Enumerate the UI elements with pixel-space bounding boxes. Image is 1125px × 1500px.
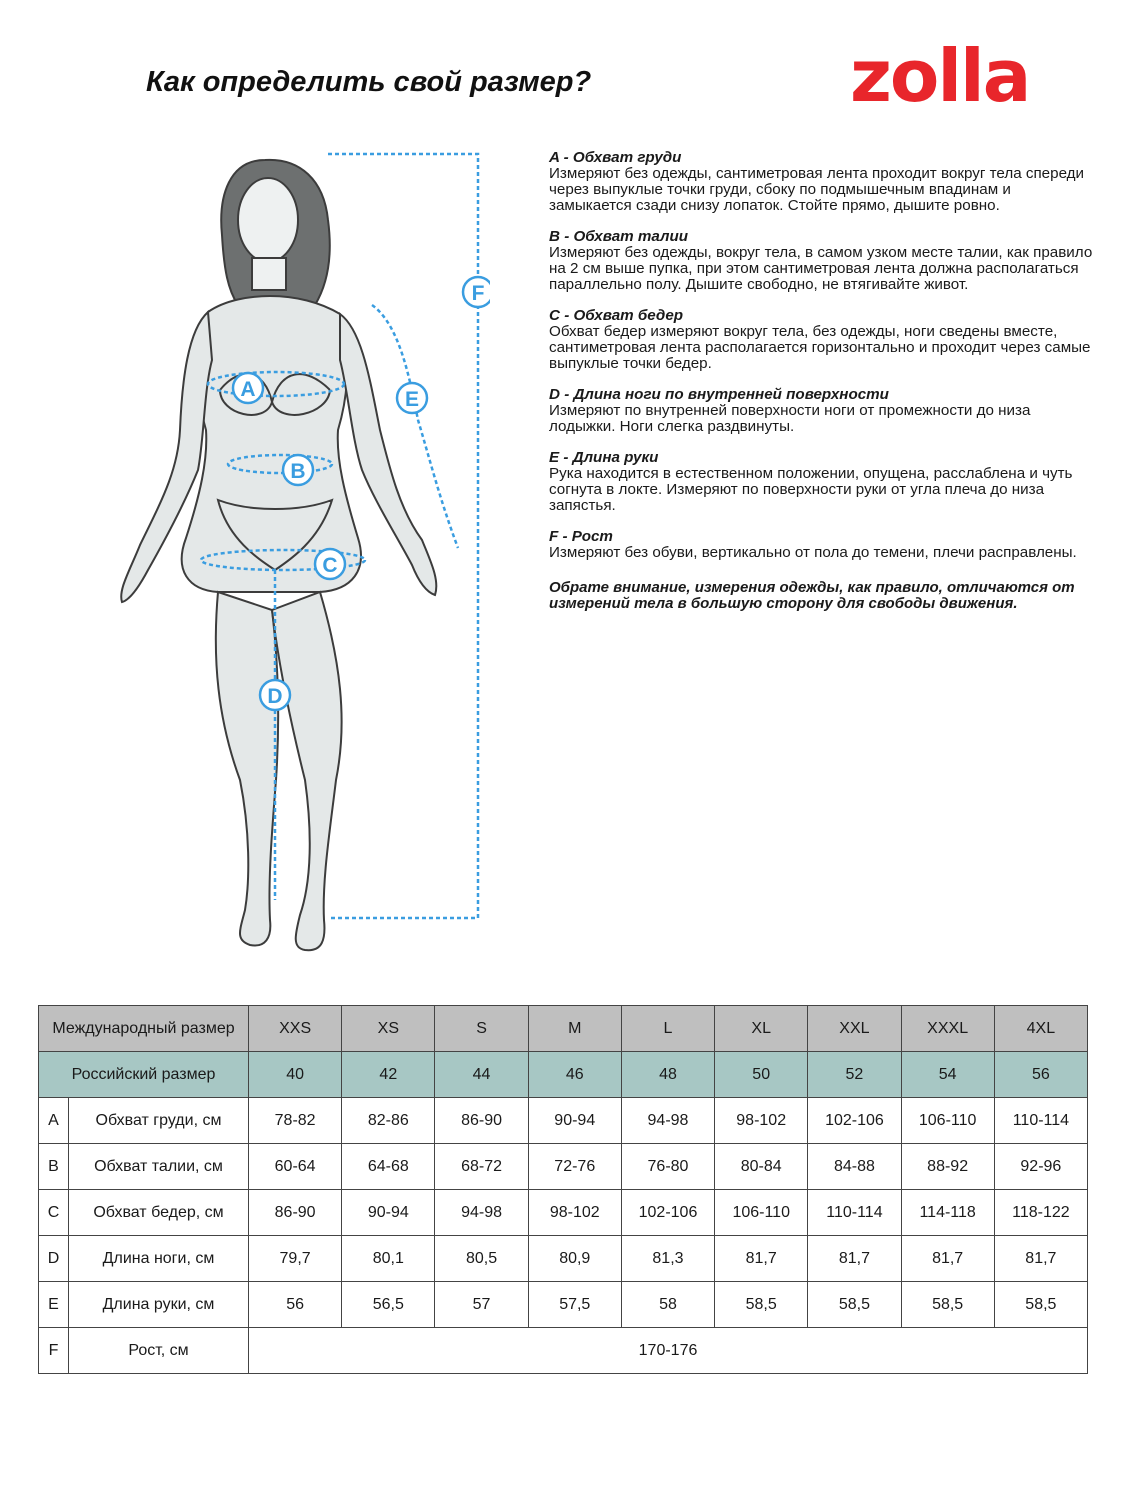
intl-size-label: Международный размер — [39, 1006, 249, 1052]
table-cell: 106-110 — [901, 1098, 994, 1144]
international-size-row — [39, 1006, 1088, 1052]
table-row — [39, 1282, 1088, 1328]
table-cell: 82-86 — [342, 1098, 435, 1144]
table-cell: 94-98 — [435, 1190, 528, 1236]
label-c: C — [322, 554, 338, 577]
rus-size-cell: 42 — [342, 1052, 435, 1098]
intl-size-cell: XXXL — [901, 1006, 994, 1052]
table-cell: 58,5 — [715, 1282, 808, 1328]
desc-c — [549, 308, 1094, 372]
page-title: Как определить свой размер? — [146, 66, 592, 98]
fit-note: Обрате внимание, измерения одежды, как правило, отличаются от измерений тела в большую сторону для свободы движения. — [549, 579, 1075, 612]
desc-e — [549, 450, 1094, 514]
table-cell: 80-84 — [715, 1144, 808, 1190]
intl-size-cell: L — [621, 1006, 714, 1052]
intl-size-cell: S — [435, 1006, 528, 1052]
table-cell: 90-94 — [342, 1190, 435, 1236]
table-cell: 90-94 — [528, 1098, 621, 1144]
row-letter: E — [39, 1282, 69, 1328]
desc-heading: F - Рост — [549, 528, 613, 545]
size-chart-table — [38, 1005, 1088, 1374]
intl-size-cell: XXL — [808, 1006, 901, 1052]
intl-size-cell: M — [528, 1006, 621, 1052]
table-cell: 86-90 — [249, 1190, 342, 1236]
label-e: E — [404, 388, 420, 411]
desc-heading: C - Обхват бедер — [549, 307, 684, 324]
table-cell: 58 — [621, 1282, 714, 1328]
table-cell: 58,5 — [994, 1282, 1087, 1328]
rus-size-cell: 50 — [715, 1052, 808, 1098]
table-cell: 60-64 — [249, 1144, 342, 1190]
row-label: Обхват талии, см — [69, 1144, 249, 1190]
table-cell: 81,7 — [715, 1236, 808, 1282]
desc-body: Измеряют без обуви, вертикально от пола до темени, плечи расправлены. — [549, 544, 1077, 561]
row-letter: A — [39, 1098, 69, 1144]
label-f: F — [471, 282, 485, 305]
table-cell: 57 — [435, 1282, 528, 1328]
table-row — [39, 1144, 1088, 1190]
label-d: D — [267, 685, 283, 708]
table-cell: 78-82 — [249, 1098, 342, 1144]
table-cell: 102-106 — [808, 1098, 901, 1144]
table-cell: 80,9 — [528, 1236, 621, 1282]
table-cell: 72-76 — [528, 1144, 621, 1190]
rus-size-cell: 48 — [621, 1052, 714, 1098]
row-letter: C — [39, 1190, 69, 1236]
table-cell: 56 — [249, 1282, 342, 1328]
desc-f — [549, 529, 1094, 561]
table-row — [39, 1236, 1088, 1282]
table-cell: 68-72 — [435, 1144, 528, 1190]
table-cell: 76-80 — [621, 1144, 714, 1190]
table-cell: 98-102 — [528, 1190, 621, 1236]
table-cell: 81,7 — [808, 1236, 901, 1282]
table-cell: 110-114 — [994, 1098, 1087, 1144]
russian-size-row — [39, 1052, 1088, 1098]
table-cell: 80,1 — [342, 1236, 435, 1282]
table-cell: 86-90 — [435, 1098, 528, 1144]
table-cell: 118-122 — [994, 1190, 1087, 1236]
measurement-descriptions — [549, 150, 1094, 612]
zolla-logo: zolla — [850, 34, 1030, 118]
table-cell: 81,3 — [621, 1236, 714, 1282]
row-letter: B — [39, 1144, 69, 1190]
rus-size-cell: 40 — [249, 1052, 342, 1098]
intl-size-cell: XL — [715, 1006, 808, 1052]
desc-heading: D - Длина ноги по внутренней поверхности — [549, 386, 889, 403]
table-cell: 57,5 — [528, 1282, 621, 1328]
table-cell: 110-114 — [808, 1190, 901, 1236]
table-cell: 94-98 — [621, 1098, 714, 1144]
label-a: A — [240, 378, 256, 401]
rus-size-cell: 44 — [435, 1052, 528, 1098]
row-label: Обхват груди, см — [69, 1098, 249, 1144]
table-cell: 114-118 — [901, 1190, 994, 1236]
desc-body: Измеряют без одежды, вокруг тела, в самом узком месте талии, как правило на 2 см выше пупка, при этом сантиметровая лента должна располагаться параллельно полу. Дышите свободно, не втягивайте живот. — [549, 244, 1093, 293]
row-label: Длина руки, см — [69, 1282, 249, 1328]
table-cell: 79,7 — [249, 1236, 342, 1282]
table-cell: 56,5 — [342, 1282, 435, 1328]
rus-size-label: Российский размер — [39, 1052, 249, 1098]
rus-size-cell: 54 — [901, 1052, 994, 1098]
table-cell: 58,5 — [901, 1282, 994, 1328]
row-label: Рост, см — [69, 1328, 249, 1374]
table-cell: 92-96 — [994, 1144, 1087, 1190]
table-cell: 84-88 — [808, 1144, 901, 1190]
table-cell: 98-102 — [715, 1098, 808, 1144]
desc-a — [549, 150, 1094, 214]
table-cell: 81,7 — [994, 1236, 1087, 1282]
body-figure-illustration — [100, 140, 490, 970]
table-cell: 81,7 — [901, 1236, 994, 1282]
table-row — [39, 1190, 1088, 1236]
table-cell: 106-110 — [715, 1190, 808, 1236]
intl-size-cell: XS — [342, 1006, 435, 1052]
table-cell: 102-106 — [621, 1190, 714, 1236]
desc-b — [549, 229, 1094, 293]
desc-body: Измеряют по внутренней поверхности ноги от промежности до низа лодыжки. Ноги слегка раздвинуты. — [549, 402, 1031, 435]
row-label: Длина ноги, см — [69, 1236, 249, 1282]
desc-d — [549, 387, 1094, 435]
table-cell: 64-68 — [342, 1144, 435, 1190]
table-row — [39, 1098, 1088, 1144]
rus-size-cell: 46 — [528, 1052, 621, 1098]
desc-heading: E - Длина руки — [549, 449, 659, 466]
desc-heading: B - Обхват талии — [549, 228, 689, 245]
intl-size-cell: XXS — [249, 1006, 342, 1052]
intl-size-cell: 4XL — [994, 1006, 1087, 1052]
table-cell: 58,5 — [808, 1282, 901, 1328]
table-cell: 88-92 — [901, 1144, 994, 1190]
desc-body: Рука находится в естественном положении, опущена, расслаблена и чуть согнута в локте. Измеряют по поверхности руки от угла плеча до низа запястья. — [549, 465, 1073, 514]
table-row-height — [39, 1328, 1088, 1374]
rus-size-cell: 52 — [808, 1052, 901, 1098]
desc-body: Обхват бедер измеряют вокруг тела, без одежды, ноги сведены вместе, сантиметровая лента располагается горизонтально и проходит через самые выпуклые точки бедер. — [549, 323, 1091, 372]
row-letter: F — [39, 1328, 69, 1374]
desc-heading: A - Обхват груди — [549, 149, 682, 166]
rus-size-cell: 56 — [994, 1052, 1087, 1098]
height-range-cell: 170-176 — [249, 1328, 1088, 1374]
row-letter: D — [39, 1236, 69, 1282]
label-b: B — [290, 460, 306, 483]
desc-body: Измеряют без одежды, сантиметровая лента проходит вокруг тела спереди через выпуклые точки груди, сбоку по подмышечным впадинам и замыкается сзади снизу лопаток. Стойте прямо, дышите ровно. — [549, 165, 1085, 214]
table-cell: 80,5 — [435, 1236, 528, 1282]
row-label: Обхват бедер, см — [69, 1190, 249, 1236]
